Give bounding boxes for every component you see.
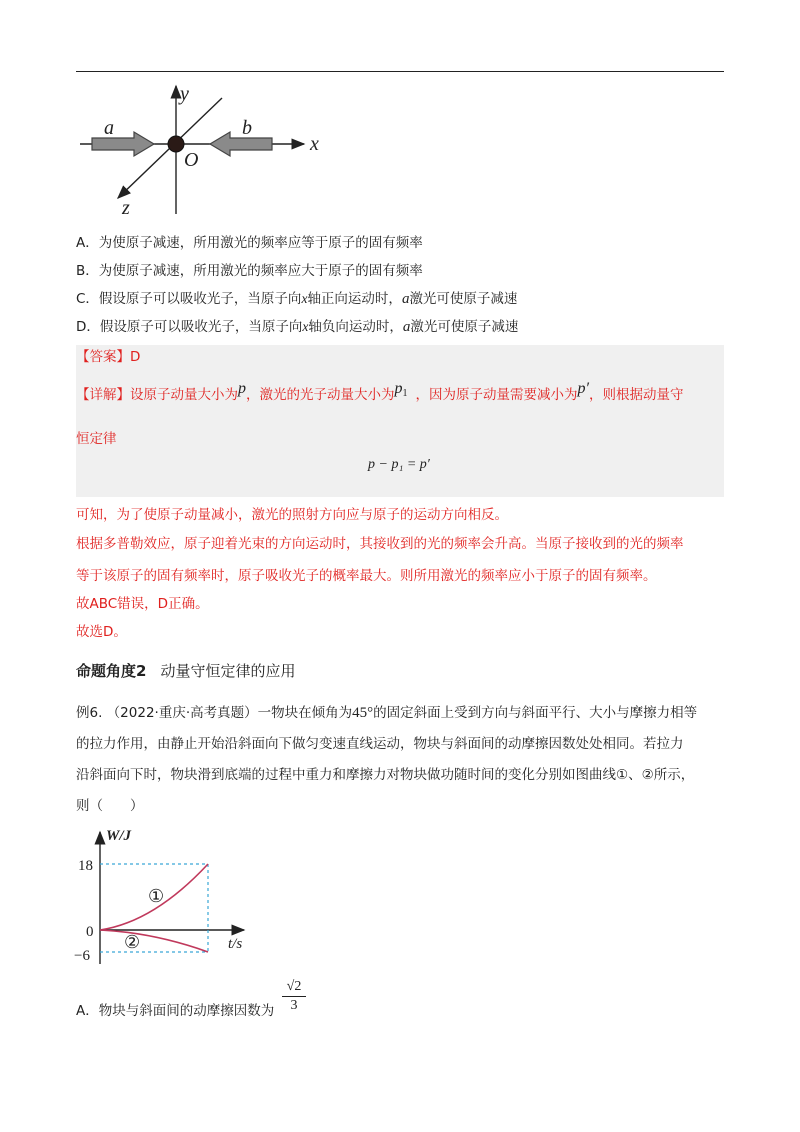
laser-a-arrow (92, 132, 154, 156)
series-2-label: ② (124, 932, 141, 952)
equation: p − p₁ = p′ (368, 457, 430, 472)
label-b: b (242, 117, 252, 139)
answer-line-5: 故选D。 (76, 624, 127, 640)
chart-ylabel: W/J (106, 828, 132, 844)
series-2-curve (100, 930, 208, 952)
section-heading: 命题角度2 动量守恒定律的应用 (76, 662, 296, 680)
laser-b-arrow (210, 132, 272, 156)
chart-ytick-neg6: −6 (74, 948, 90, 964)
label-x: x (310, 133, 319, 155)
option-c: C．假设原子可以吸收光子，当原子向x轴正向运动时，a激光可使原子减速 (76, 291, 518, 307)
option-d: D．假设原子可以吸收光子，当原子向x轴负向运动时，a激光可使原子减速 (76, 319, 519, 335)
answer-detail-line2: 恒定律 (76, 431, 117, 447)
header-rule (76, 71, 724, 72)
example-line-3: 沿斜面向下时，物块滑到底端的过程中重力和摩擦力对物块做功随时间的变化分别如图曲线①、②所示， (76, 767, 695, 783)
answer-detail-line1: 【详解】设原子动量大小为p，激光的光子动量大小为$p^1$ ，因为原子动量需要减小为p′，则根据动量守 (76, 380, 684, 403)
fraction-denominator: 3 (290, 998, 298, 1013)
label-a: a (104, 117, 114, 139)
option-a: A．为使原子减速，所用激光的频率应等于原子的固有频率 (76, 235, 423, 251)
atom-dot (168, 136, 184, 152)
example-option-a: A．物块与斜面间的动摩擦因数为 (76, 1003, 275, 1019)
answer-label: 【答案】D (76, 349, 141, 365)
chart-ytick-18: 18 (78, 858, 93, 874)
example-line-4: 则（ ） (76, 798, 144, 814)
work-time-chart (72, 826, 262, 966)
chart-xlabel: t/s (228, 936, 243, 952)
option-b: B．为使原子减速，所用激光的频率应大于原子的固有频率 (76, 263, 423, 279)
answer-box (76, 345, 724, 497)
answer-line-4: 故ABC错误，D正确。 (76, 596, 209, 612)
example-line-2: 的拉力作用，由静止开始沿斜面向下做匀变速直线运动，物块与斜面间的动摩擦因数处处相同。若拉力 (76, 736, 684, 752)
label-origin: O (184, 149, 199, 171)
axes-diagram (76, 80, 346, 220)
answer-line-2: 根据多普勒效应，原子迎着光束的方向运动时，其接收到的光的频率会升高。当原子接收到的光的频率 (76, 536, 684, 552)
label-y: y (180, 83, 189, 105)
fraction (282, 978, 306, 1015)
chart-ytick-0: 0 (86, 924, 94, 940)
fraction-numerator: √2 (282, 978, 306, 997)
label-z: z (122, 197, 130, 219)
series-1-label: ① (148, 886, 165, 906)
example-line-1: 例6. （2022·重庆·高考真题）一物块在倾角为45°的固定斜面上受到方向与斜面平行、大小与摩擦力相等 (76, 705, 698, 721)
answer-line-3: 等于该原子的固有频率时，原子吸收光子的概率最大。则所用激光的频率应小于原子的固有频率。 (76, 568, 657, 584)
answer-line-1: 可知，为了使原子动量减小，激光的照射方向应与原子的运动方向相反。 (76, 507, 508, 523)
